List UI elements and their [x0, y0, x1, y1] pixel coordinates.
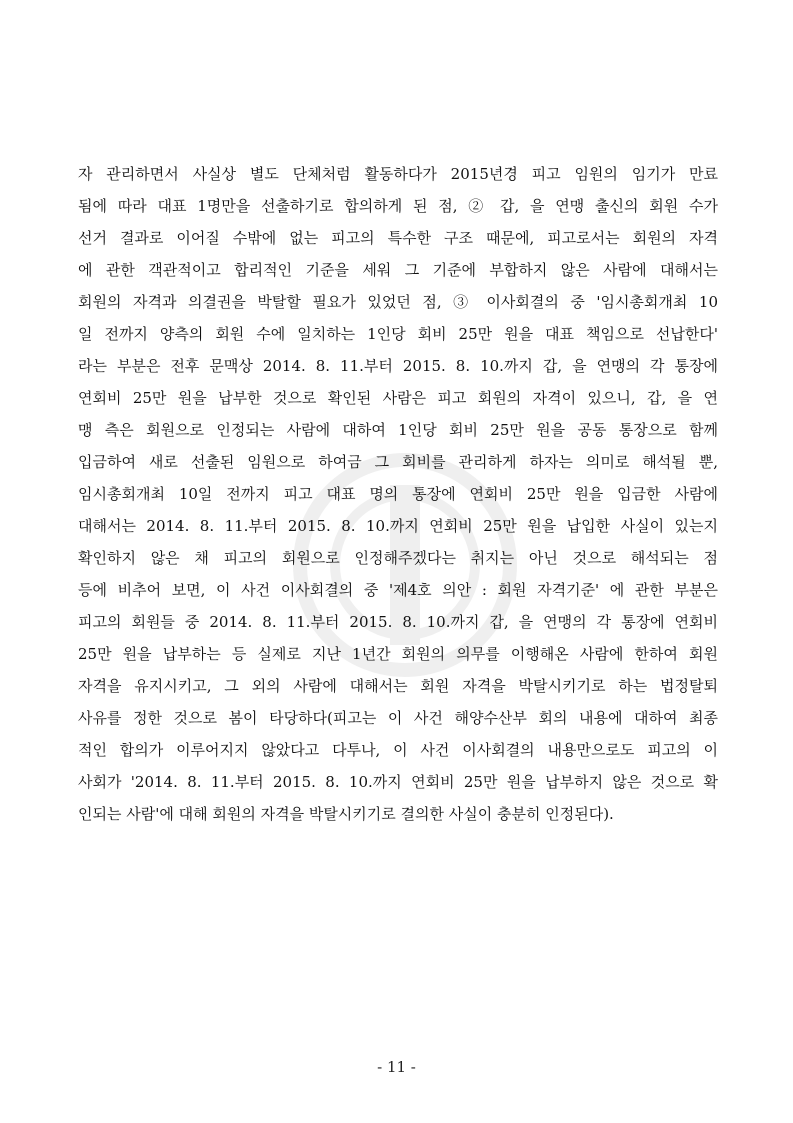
text-line: 사유를 정한 것으로 봄이 타당하다(피고는 이 사건 해양수산부 회의 내용에 대하여 최종 [78, 709, 718, 727]
page-number: - 11 - [377, 1058, 416, 1076]
text-line: 에 관한 객관적이고 합리적인 기준을 세워 그 기준에 부합하지 않은 사람에 대해서는 [78, 261, 718, 279]
text-line: 인되는 사람'에 대해 회원의 자격을 박탈시키기로 결의한 사실이 충분히 인정된다). [78, 805, 614, 823]
text-line: 입금하여 새로 선출된 임원으로 하여금 그 회비를 관리하게 하자는 의미로 해석될 뿐, [78, 453, 718, 471]
text-line: 라는 부분은 전후 문맥상 2014. 8. 11.부터 2015. 8. 10.까지 갑, 을 연맹의 각 통장에 [78, 357, 718, 375]
text-line: 연회비 25만 원을 납부한 것으로 확인된 사람은 피고 회원의 자격이 있으니, 갑, 을 연 [78, 389, 718, 407]
text-line: 확인하지 않은 채 피고의 회원으로 인정해주겠다는 취지는 아닌 것으로 해석되는 점 [78, 549, 718, 567]
text-line: 자격을 유지시키고, 그 외의 사람에 대해서는 회원 자격을 박탈시키기로 하는 법정탈퇴 [78, 677, 718, 695]
text-line: 등에 비추어 보면, 이 사건 이사회결의 중 '제4호 의안 : 회원 자격기준' 에 관한 부분은 [78, 581, 718, 599]
text-line: 됨에 따라 대표 1명만을 선출하기로 합의하게 된 점, ② 갑, 을 연맹 출신의 회원 수가 [78, 197, 718, 215]
text-line: 임시총회개최 10일 전까지 피고 대표 명의 통장에 연회비 25만 원을 입금한 사람에 [78, 485, 718, 503]
text-line: 맹 측은 회원으로 인정되는 사람에 대하여 1인당 회비 25만 원을 공동 통장으로 함께 [78, 421, 718, 439]
text-line: 피고의 회원들 중 2014. 8. 11.부터 2015. 8. 10.까지 갑, 을 연맹의 각 통장에 연회비 [78, 613, 718, 631]
text-line: 대해서는 2014. 8. 11.부터 2015. 8. 10.까지 연회비 25만 원을 납입한 사실이 있는지 [78, 517, 718, 535]
text-line: 선거 결과로 이어질 수밖에 없는 피고의 특수한 구조 때문에, 피고로서는 회원의 자격 [78, 229, 718, 247]
text-line: 자 관리하면서 사실상 별도 단체처럼 활동하다가 2015년경 피고 임원의 임기가 만료 [78, 165, 718, 183]
text-line: 일 전까지 양측의 회원 수에 일치하는 1인당 회비 25만 원을 대표 책임으로 선납한다' [78, 325, 718, 343]
text-line: 사회가 '2014. 8. 11.부터 2015. 8. 10.까지 연회비 25만 원을 납부하지 않은 것으로 확 [78, 773, 718, 791]
text-line: 25만 원을 납부하는 등 실제로 지난 1년간 회원의 의무를 이행해온 사람에 한하여 회원 [78, 645, 718, 663]
text-line: 회원의 자격과 의결권을 박탈할 필요가 있었던 점, ③ 이사회결의 중 '임시총회개최 10 [78, 293, 718, 311]
text-line: 적인 합의가 이루어지지 않았다고 다투나, 이 사건 이사회결의 내용만으로도 피고의 이 [78, 741, 718, 759]
